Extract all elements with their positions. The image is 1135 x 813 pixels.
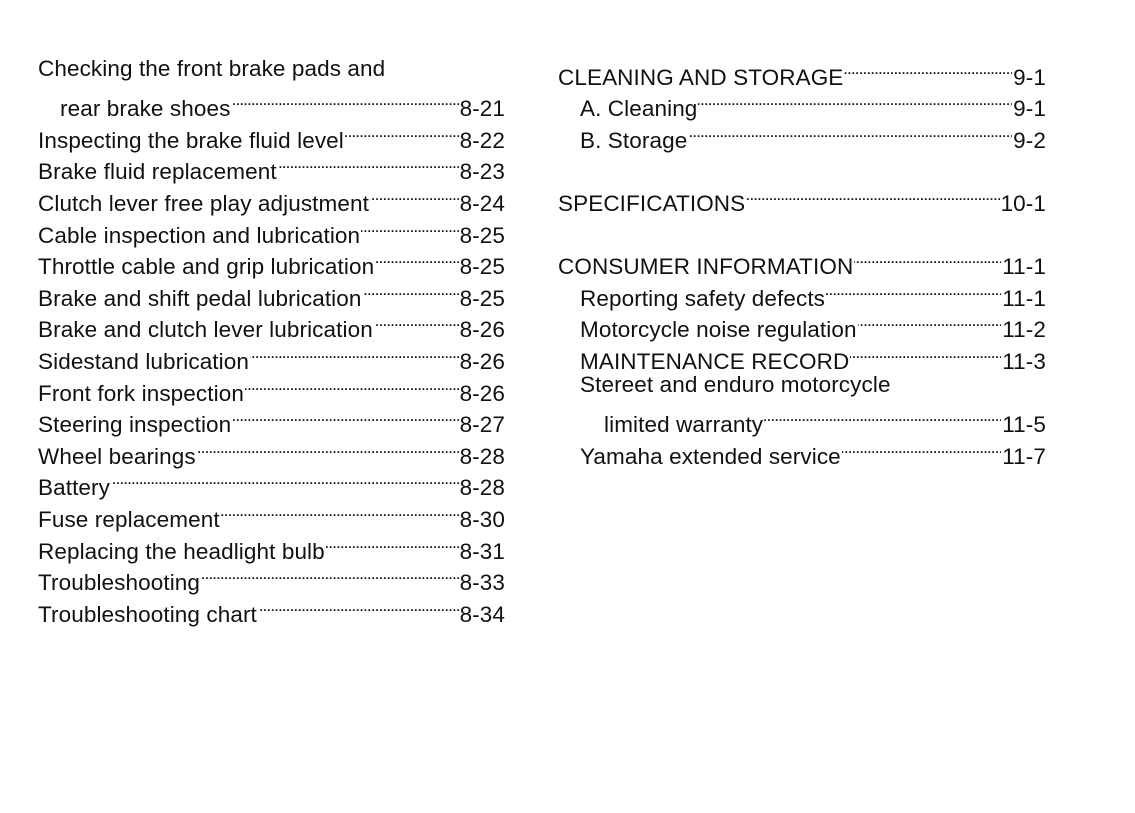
dot-leader <box>197 432 459 464</box>
toc-entry-cleaning-and-storage[interactable] <box>558 53 1046 90</box>
toc-entry-title: Steering inspection <box>38 412 232 438</box>
toc-entry-heading-checking-the-front-brake-pads-and: Checking the front brake pads and <box>38 56 386 81</box>
toc-entry-page-number: 8-25 <box>459 285 505 311</box>
dot-leader <box>245 369 459 401</box>
toc-entry-page-number: 8-25 <box>459 222 505 248</box>
toc-entry-title: MAINTENANCE RECORD <box>580 348 850 374</box>
toc-entry-page-number: 8-26 <box>459 348 505 374</box>
dot-leader <box>854 243 1001 275</box>
dot-leader <box>231 85 458 117</box>
toc-entry-page-number: 11-1 <box>1002 285 1046 311</box>
toc-entry-title: Battery <box>38 475 110 501</box>
dot-leader <box>232 401 458 433</box>
toc-entry-title: Fuse replacement <box>38 506 220 532</box>
toc-entry-page-number: 11-1 <box>1002 254 1046 280</box>
toc-entry-rear-brake-shoes[interactable] <box>38 85 505 122</box>
dot-leader <box>221 495 459 527</box>
toc-entry-title: Brake and clutch lever lubrication <box>38 317 373 343</box>
toc-entry-page-number: 8-27 <box>459 412 505 438</box>
toc-entry-specifications[interactable] <box>558 179 1046 216</box>
toc-entry-consumer-information[interactable] <box>558 243 1046 280</box>
toc-entry-limited-warranty[interactable] <box>558 401 1046 438</box>
toc-entry-title: Wheel bearings <box>38 443 196 469</box>
toc-entry-page-number: 8-28 <box>459 475 505 501</box>
dot-leader <box>375 243 458 275</box>
toc-entry-page-number: 8-26 <box>459 317 505 343</box>
toc-entry-title: A. Cleaning <box>580 96 698 122</box>
dot-leader <box>345 116 459 148</box>
toc-entry-page-number: 9-1 <box>1013 64 1046 90</box>
toc-entry-title: Cable inspection and lubrication <box>38 222 361 248</box>
dot-leader <box>201 559 459 591</box>
toc-entry-title: Troubleshooting chart <box>38 601 257 627</box>
toc-entry-page-number: 11-3 <box>1002 348 1046 374</box>
dot-leader <box>370 179 459 211</box>
dot-leader <box>374 306 459 338</box>
dot-leader <box>764 401 1001 433</box>
dot-leader <box>746 179 999 211</box>
toc-entry-page-number: 9-1 <box>1013 96 1046 122</box>
toc-entry-page-number: 8-22 <box>459 127 505 153</box>
toc-entry-page-number: 11-2 <box>1002 317 1046 343</box>
dot-leader <box>698 85 1012 117</box>
toc-entry-title: Brake fluid replacement <box>38 159 277 185</box>
toc-entry-title: rear brake shoes <box>60 96 231 122</box>
dot-leader <box>844 53 1012 85</box>
toc-entry-title: SPECIFICATIONS <box>558 190 746 216</box>
toc-entry-page-number: 8-21 <box>459 96 505 122</box>
dot-leader <box>842 432 1001 464</box>
toc-entry-title: Clutch lever free play adjustment <box>38 190 369 216</box>
toc-entry-title: limited warranty <box>604 412 764 438</box>
dot-leader <box>250 337 459 369</box>
toc-entry-page-number: 11-5 <box>1002 412 1046 438</box>
dot-leader <box>111 464 459 496</box>
dot-leader <box>326 527 459 559</box>
dot-leader <box>850 337 1001 369</box>
toc-entry-title: Front fork inspection <box>38 380 244 406</box>
toc-entry-title: CLEANING AND STORAGE <box>558 64 844 90</box>
dot-leader <box>278 148 459 180</box>
dot-leader <box>826 274 1001 306</box>
toc-entry-title: Inspecting the brake fluid level <box>38 127 344 153</box>
dot-leader <box>363 274 459 306</box>
dot-leader <box>258 590 459 622</box>
toc-entry-title: Yamaha extended service <box>580 443 841 469</box>
toc-entry-page-number: 11-7 <box>1002 443 1046 469</box>
dot-leader <box>688 116 1012 148</box>
toc-entry-page-number: 8-26 <box>459 380 505 406</box>
toc-entry-page-number: 8-34 <box>459 601 505 627</box>
toc-entry-heading-stereet-and-enduro-motorcycle: Stereet and enduro motorcycle <box>580 371 891 397</box>
toc-entry-title: Throttle cable and grip lubrication <box>38 254 375 280</box>
toc-entry-page-number: 8-31 <box>459 538 505 564</box>
toc-entry-title: Replacing the headlight bulb <box>38 538 325 564</box>
toc-entry-page-number: 9-2 <box>1013 127 1046 153</box>
toc-right-column <box>558 53 1046 469</box>
toc-entry-title: Sidestand lubrication <box>38 348 249 374</box>
toc-entry-page-number: 8-23 <box>459 159 505 185</box>
toc-left-column <box>38 53 505 627</box>
toc-entry-title: Troubleshooting <box>38 570 201 596</box>
toc-entry-page-number: 8-25 <box>459 254 505 280</box>
toc-entry-title: Motorcycle noise regulation <box>580 317 857 343</box>
toc-entry-title: CONSUMER INFORMATION <box>558 254 854 280</box>
toc-entry-page-number: 8-30 <box>459 506 505 532</box>
toc-entry-page-number: 8-24 <box>459 190 505 216</box>
toc-entry-title: B. Storage <box>580 127 688 153</box>
toc-entry-title: Brake and shift pedal lubrication <box>38 285 362 311</box>
dot-leader <box>361 211 458 243</box>
dot-leader <box>858 306 1002 338</box>
toc-entry-title: Reporting safety defects <box>580 285 826 311</box>
toc-entry-page-number: 8-28 <box>459 443 505 469</box>
toc-entry-page-number: 8-33 <box>459 570 505 596</box>
toc-entry-page-number: 10-1 <box>1000 190 1046 216</box>
